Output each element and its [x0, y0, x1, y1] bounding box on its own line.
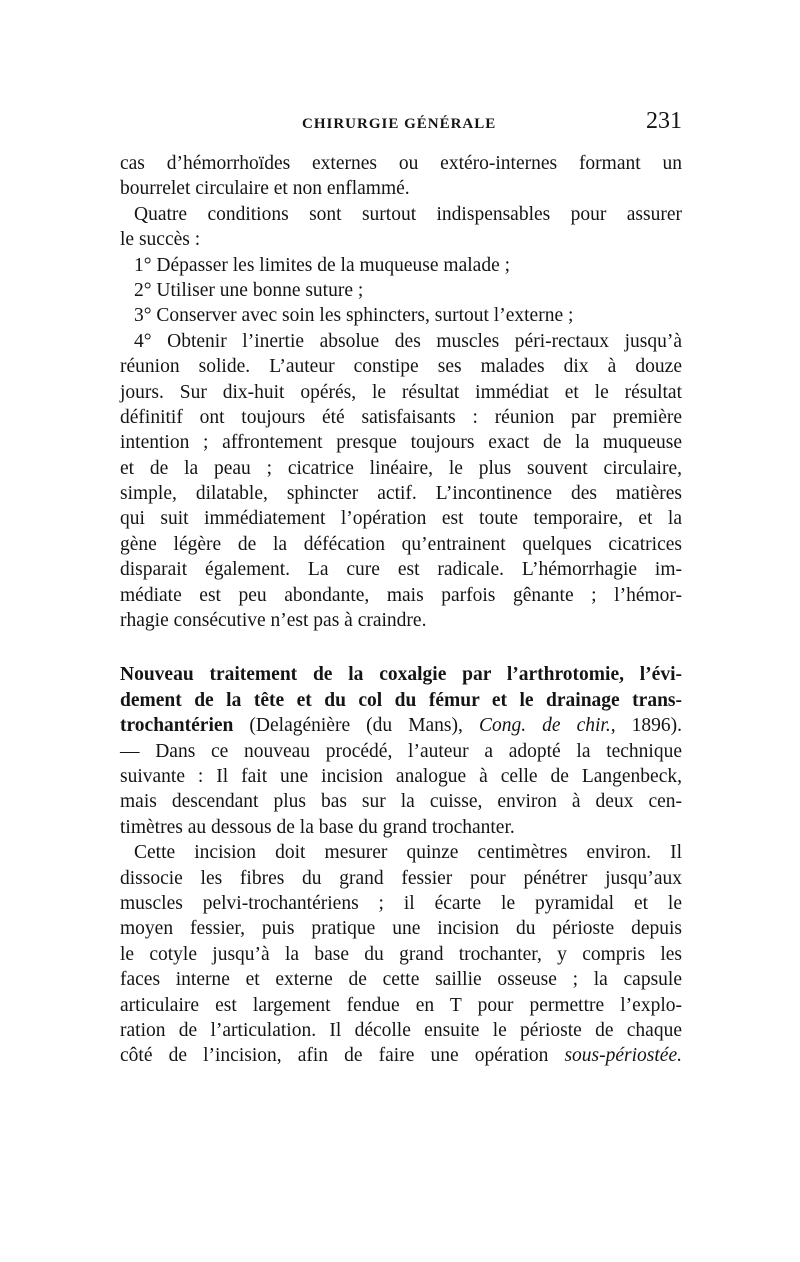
article-title-line: dement de la tête et du col du fémur et le drainage trans-: [120, 689, 682, 711]
text-line: bourrelet circulaire et non enflammé.: [120, 178, 410, 200]
last-line-italic: sous-périostée.: [564, 1045, 682, 1067]
text-line: jours. Sur dix-huit opérés, le résultat immédiat et le résultat: [120, 381, 682, 403]
text-line: articulaire est largement fendue en T pour permettre l’explo-: [120, 994, 682, 1016]
page-header: [120, 108, 682, 142]
text-line: et de la peau ; cicatrice linéaire, le plus souvent circulaire,: [120, 457, 682, 479]
last-line-text: côté de l’incision, afin de faire une opération: [120, 1045, 565, 1067]
text-line: suivante : Il fait une incision analogue à celle de Langenbeck,: [120, 765, 682, 787]
article-year: , 1896).: [610, 715, 682, 737]
text-line: cas d’hémorrhoïdes externes ou extéro-internes formant un: [120, 153, 682, 174]
body-text: [120, 151, 682, 1069]
text-line: intention ; affrontement presque toujours exact de la muqueuse: [120, 432, 682, 454]
text-line: muscles pelvi-trochantériens ; il écarte le pyramidal et le: [120, 892, 682, 914]
article-title-line: [120, 713, 682, 738]
article-title-end: trochantérien: [120, 715, 234, 737]
text-line: disparait également. La cure est radicale. L’hémorrhagie im-: [120, 559, 682, 581]
text-line: moyen fessier, puis pratique une incision du périoste depuis: [120, 918, 682, 940]
text-line: — Dans ce nouveau procédé, l’auteur a adopté la technique: [120, 740, 682, 762]
text-line: définitif ont toujours été satisfaisants : réunion par première: [120, 406, 682, 428]
text-line: Cette incision doit mesurer quinze centimètres environ. Il: [134, 842, 682, 864]
text-line: rhagie consécutive n’est pas à craindre.: [120, 610, 427, 632]
text-line: 4° Obtenir l’inertie absolue des muscles péri-rectaux jusqu’à: [134, 330, 682, 352]
text-line: Quatre conditions sont surtout indispensables pour assurer: [134, 203, 682, 225]
text-line: timètres au dessous de la base du grand trochanter.: [120, 816, 515, 838]
running-title: CHIRURGIE GÉNÉRALE: [302, 116, 497, 132]
text-line: simple, dilatable, sphincter actif. L’incontinence des matières: [120, 483, 682, 505]
text-line: réunion solide. L’auteur constipe ses malades dix à douze: [120, 356, 682, 378]
article-author: (Delagénière (du Mans),: [233, 715, 479, 737]
page-number: 231: [646, 108, 682, 134]
text-line: le cotyle jusqu’à la base du grand trochanter, y compris les: [120, 943, 682, 965]
text-line: qui suit immédiatement l’opération est toute temporaire, et la: [120, 508, 682, 530]
text-line: dissocie les fibres du grand fessier pour pénétrer jusqu’aux: [120, 867, 682, 889]
section-gap: [120, 633, 682, 662]
text-line: le succès :: [120, 229, 201, 251]
text-line: 1° Dépasser les limites de la muqueuse malade ;: [134, 254, 511, 276]
article-source: Cong. de chir.: [478, 715, 611, 737]
text-line: médiate est peu abondante, mais parfois gênante ; l’hémor-: [120, 584, 682, 606]
text-line: gène légère de la défécation qu’entrainent quelques cicatrices: [120, 533, 682, 555]
text-line: ration de l’articulation. Il décolle ensuite le périoste de chaque: [120, 1019, 682, 1041]
text-line: faces interne et externe de cette saillie osseuse ; la capsule: [120, 969, 682, 991]
text-line: 3° Conserver avec soin les sphincters, surtout l’externe ;: [134, 305, 574, 327]
text-line: 2° Utiliser une bonne suture ;: [134, 279, 364, 301]
text-line: [120, 1043, 682, 1068]
article-title-line: Nouveau traitement de la coxalgie par l’arthrotomie, l’évi-: [120, 664, 682, 686]
text-line: mais descendant plus bas sur la cuisse, environ à deux cen-: [120, 791, 682, 813]
